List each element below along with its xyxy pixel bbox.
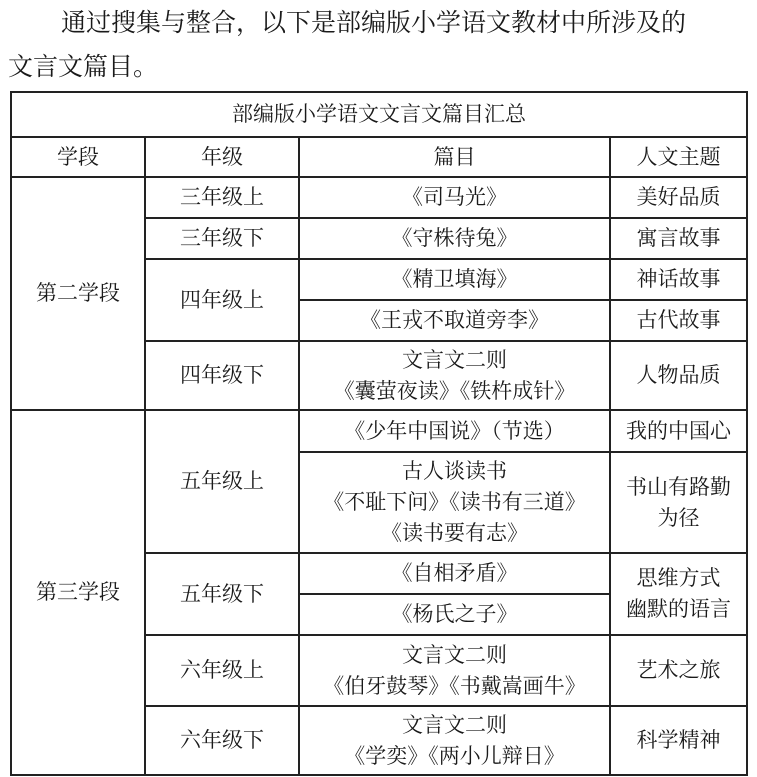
theme-cell [610,452,747,553]
header-text: 篇目 [299,137,610,177]
stage-cell: 第二学段 [11,177,145,410]
text-cell [299,452,610,553]
theme-cell: 艺术之旅 [610,635,747,706]
intro-paragraph [8,0,753,89]
text-line: 《囊萤夜读》《铁杵成针》 [333,378,576,403]
theme-cell: 科学精神 [610,706,747,775]
table-row [11,177,747,218]
grade-cell: 四年级上 [145,259,299,341]
grade-cell: 三年级下 [145,218,299,259]
theme-cell: 人物品质 [610,341,747,410]
text-line: 《学奕》《两小儿辩日》 [344,743,565,768]
text-cell: 《王戎不取道旁李》 [299,300,610,341]
header-grade: 年级 [145,137,299,177]
text-line: 文言文二则 [402,642,507,667]
grade-cell: 五年级下 [145,553,299,635]
text-cell: 《守株待兔》 [299,218,610,259]
text-line: 古人谈读书 [402,459,507,483]
theme-line: 书山有路勤 [626,474,731,499]
text-cell [299,341,610,410]
intro-line-1: 通过搜集与整合，以下是部编版小学语文教材中所涉及的 [61,8,687,37]
classical-texts-table [10,91,748,776]
table-caption-row [11,92,747,137]
theme-cell: 神话故事 [610,259,747,300]
text-cell: 《精卫填海》 [299,259,610,300]
text-line: 《伯牙鼓琴》《书戴嵩画牛》 [323,673,586,698]
theme-line: 思维方式 [636,566,721,590]
text-cell: 《自相矛盾》 [299,553,610,594]
text-cell: 《司马光》 [299,177,610,218]
stage-cell: 第三学段 [11,410,145,775]
text-line: 《不耻下问》《读书有三道》 [323,490,586,514]
grade-cell: 六年级下 [145,706,299,775]
theme-line: 为径 [657,505,700,530]
intro-line-2: 文言文篇目。 [8,52,159,81]
theme-cell: 我的中国心 [610,410,747,452]
text-line: 《读书要有志》 [381,521,528,545]
grade-cell: 四年级下 [145,341,299,410]
grade-cell: 六年级上 [145,635,299,706]
table-row [11,410,747,452]
text-cell [299,706,610,775]
grade-cell: 三年级上 [145,177,299,218]
text-cell [299,635,610,706]
table-header-row [11,137,747,177]
theme-cell: 寓言故事 [610,218,747,259]
theme-line: 幽默的语言 [626,597,731,621]
text-cell: 《杨氏之子》 [299,594,610,635]
text-line: 文言文二则 [402,712,507,737]
text-line: 文言文二则 [402,347,507,372]
header-theme: 人文主题 [610,137,747,177]
header-stage: 学段 [11,137,145,177]
theme-cell [610,553,747,635]
theme-cell: 美好品质 [610,177,747,218]
grade-cell: 五年级上 [145,410,299,553]
theme-cell: 古代故事 [610,300,747,341]
table-caption: 部编版小学语文文言文篇目汇总 [11,92,747,137]
text-cell: 《少年中国说》（节选） [299,410,610,452]
